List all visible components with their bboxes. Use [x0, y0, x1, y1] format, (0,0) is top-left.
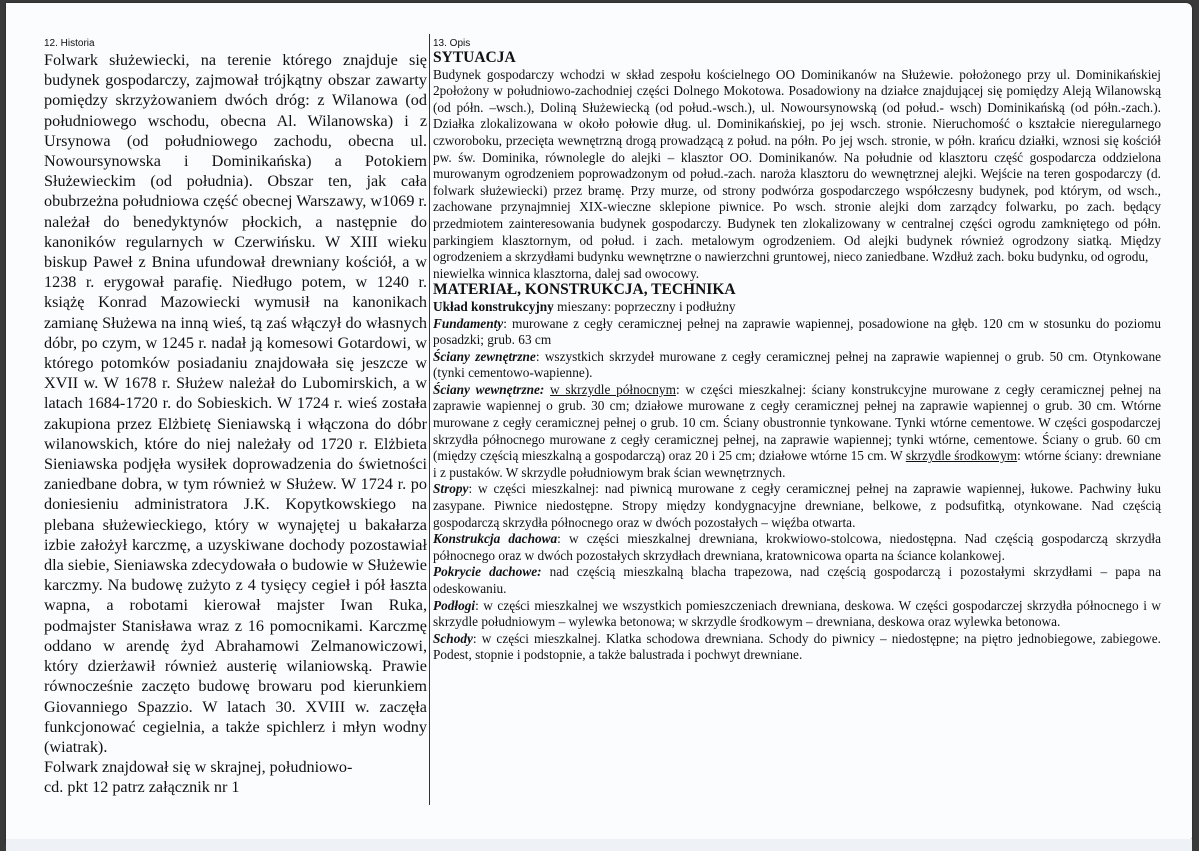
situation-last-line: niewielka winnica klasztorna, dalej sad owocowy.	[433, 265, 700, 281]
situation-text: Budynek gospodarczy wchodzi w skład zespołu kościelnego OO Dominikanów na Służewie. położonego przy ul. Dominikańskiej 2położony w południowo-zachodniej części Dolnego Mokotowa. Posadowiony na działce znajdującej się pomiędzy Aleją Wilanowską (od półn. –wsch.), Doliną Służewiecką (od połud.-wsch.), ul. Nowoursynowską (od połud.- wsch) Dominikańską (od półn.-zach.). Działka zlokalizowana w około połowie dług. ul. Dominikańskiej, po jej wsch. stronie. Nieruchomość o kształcie nieregularnego czworoboku, przecięta wewnętrzną drogą prowadzącą z połud. na półn. Po jej wsch. stronie, w półn. krańcu działki, wznosi się kościół pw. św. Dominika, równolegle do alejki – klasztor OO. Dominikanów. Na południe od klasztoru część gospodarcza oddzielona murowanym ogrodzeniem poprowadzonym od połud.-zach. naroża klasztoru do wewnętrznej alejki. Wejście na teren gospodarczy (d. folwark służewiecki) przez bramę. Przy murze, od strony podwórza gospodarczego współczesny budynek, pod którym, od wsch., zachowane przynajmniej XIX-wieczne sklepione piwnice. Po wsch. stronie alejki dom zarządcy folwarku, po zach. będący przedmiotem zainteresowania budynek gospodarczy. Budynek ten zlokalizowany w centralnej części ogrodu zamkniętego od półn. parkingiem klasztornym, od połud. i zach. metalowym ogrodzeniem. Od alejki budynek również ogrodzony siatką. Między ogrodzeniem a skrzydłami budynku wewnętrzne o nawierzchni gruntowej, nieco zaniedbane. Wzdłuż zach. boku budynku, od ogrodu,	[433, 66, 1161, 265]
history-column	[44, 38, 427, 798]
text-konstrukcja-dachowa: : w części mieszkalnej drewniana, krokwiowo-stolcowa, niedostępna. Nad częścią gospodarczą skrzydła północnego oraz w dwóch pozostałych skrzydłach drewniana, kratownicowa oparta na ściance kolankowej.	[433, 531, 1162, 563]
underlined-middle-wing: skrzydle środkowym	[905, 448, 1018, 464]
heading-material: MATERIAŁ, KONSTRUKCJA, TECHNIKA	[433, 281, 736, 299]
label-schody: Schody	[433, 630, 473, 646]
paragraph-konstrukcja-dachowa	[433, 531, 1161, 564]
paragraph-sciany-wewnetrzne	[433, 382, 1161, 482]
page-bottom-edge	[6, 839, 1192, 851]
description-body	[433, 50, 1161, 664]
text-podlogi: : w części mieszkalnej we wszystkich pomieszczeniach drewniana, deskowa. W części gospodarczej skrzydła północnego i w skrzydle południowym – wylewka betonowa; w skrzydle środkowym – drewniana, deskowa oraz wylewka betonowa.	[433, 597, 1161, 630]
paragraph-schody	[433, 631, 1161, 664]
section-label-history: 12. Historia	[44, 38, 95, 49]
text-sciany-zewnetrzne: : wszystkich skrzydeł murowane z cegły ceramicznej pełnej na zaprawie wapiennej o grub. 50 cm. Otynkowane (tynki cementowo-wapienne).	[433, 348, 1161, 381]
continuation-note: cd. pkt 12 patrz załącznik nr 1	[44, 778, 240, 797]
label-pokrycie-dachowe: Pokrycie dachowe:	[433, 564, 542, 580]
underlined-north-wing: w skrzydle północnym	[550, 381, 676, 397]
section-label-description: 13. Opis	[433, 38, 471, 49]
paragraph-fundamenty	[433, 316, 1161, 349]
paragraph-pokrycie-dachowe	[433, 564, 1161, 597]
heading-situation: SYTUACJA	[433, 49, 516, 66]
text-pokrycie-dachowe: nad częścią mieszkalną blacha trapezowa, nad częścią gospodarczą i pozostałymi skrzydłami – papa na odeskowaniu.	[433, 564, 1161, 596]
label-stropy: Stropy	[433, 481, 469, 497]
history-body	[44, 50, 427, 798]
history-last-line: Folwark znajdował się w skrajnej, południowo-	[44, 758, 353, 777]
label-fundamenty: Fundamenty	[433, 315, 504, 331]
text-schody: : w części mieszkalnej. Klatka schodowa drewniana. Schody do piwnicy – niedostępne; na piętro jednobiegowe, zabiegowe. Podest, stopnie i podstopnie, a także balustrada i pochwyt drewniane.	[433, 630, 1161, 663]
description-column	[433, 38, 1161, 664]
label-konstrukcja-dachowa: Konstrukcja dachowa	[433, 531, 558, 547]
paragraph-uklad	[433, 299, 1161, 316]
label-sciany-wewnetrzne: Ściany wewnętrzne:	[433, 381, 545, 397]
history-text: Folwark służewiecki, na terenie którego znajduje się budynek gospodarczy, zajmował trójkątny obszar zawarty pomiędzy skrzyżowaniem dwóch dróg: z Wilanowa (od południowego wschodu, obecna Al. Wilanowska) i z Ursynowa (od południowego zachodu, obecna ul. Nowoursynowska i Dominikańska) a Potokiem Służewieckim (od południa). Obszar ten, jak cała obubrzeżna południowa część obecnej Warszawy, w1069 r. należał do benedyktynów płockich, a następnie do kanoników regularnych w Czerwińsku. W XIII wieku biskup Paweł z Bnina ufundował drewniany kościół, a w 1238 r. erygował parafię. Niedługo potem, w 1240 r. książę Konrad Mazowiecki wymusił na kanonikach zamianę Służewa na inną wieś, tą zaś włączył do własnych dóbr, po czym, w 1245 r. nadał ją komesowi Gotardowi, w którego potomków posiadaniu znajdowała się jeszcze w XVII w. W 1678 r. Służew należał do Lubomirskich, a w latach 1684-1720 r. do Sobieskich. W 1724 r. wieś została zakupiona przez Elżbietę Sieniawską i włączona do dóbr wilanowskich, które do niej należały od 1720 r. Elżbieta Sieniawska podjęła wysiłek doprowadzenia do świetności zaniedbane dobra, w tym również w Służew. W 1724 r. po doniesieniu administratora J.K. Kopytkowskiego na plebana służewieckiego, który w wynajętej u bakałarza izbie założył karczmę, a uzyskiwane dochody pozostawiał dla siebie, Sieniawska zdecydowała o budowie w Służewie karczmy. Na budowę zużyto z 4 tysięcy cegieł i pół łaszta wapna, a robotami kierował majster Iwan Ruka, podmajster Stanisława wraz z 16 pomocnikami. Karczmę oddano w arendę żyd Abrahamowi Zelmanowiczowi, który dzierżawił również austerię wilaniowską. Prawie równocześnie zaczęto budowę browaru pod kierunkiem Giovanniego Spazzio. W latach 30. XVIII w. zaczęła funkcjonować cegielnia, a także spichlerz i młyn wodny (wiatrak).	[44, 51, 428, 756]
paragraph-stropy	[433, 481, 1161, 531]
column-divider	[429, 34, 430, 805]
text-uklad: mieszany: poprzeczny i podłużny	[553, 298, 736, 314]
paragraph-podlogi	[433, 598, 1161, 631]
paragraph-sciany-zewnetrzne	[433, 349, 1161, 382]
label-sciany-zewnetrzne: Ściany zewnętrzne	[433, 348, 536, 364]
label-uklad: Układ konstrukcyjny	[433, 298, 554, 314]
text-stropy: : w części mieszkalnej: nad piwnicą murowane z cegły ceramicznej pełnej na zaprawie wapiennej, łukowe. Pachwiny łuku zasypane. Piwnice niedostępne. Stropy między kondygnacyjne drewniane, belkowe, z podsufitką, otynkowane. Nad częścią gospodarczą skrzydła północnego oraz w dwóch pozostałych – więźba otwarta.	[433, 481, 1161, 530]
text-sciany-wewnetrzne-1: : w części mieszkalnej: ściany konstrukcyjne murowane z cegły ceramicznej pełnej na zaprawie wapiennej o grub. 30 cm; działowe murowane z cegły ceramicznej pełnej na zaprawie wapiennej o grub. 30 cm. Wtórne murowane z cegły ceramicznej pełnej o grub. 10 cm. Ściany obustronnie tynkowane. Tynki wtórne cementowe. W części gospodarczej skrzydła północnego murowane z cegły ceramicznej pełnej, na zaprawie wapiennej; tynki wtórne, cementowe. Ściany o grub. 60 cm (między częścią mieszkalną a gospodarczą) oraz 20 i 25 cm; działowe wtórne 15 cm. W	[433, 381, 1161, 464]
text-sciany-wewnetrzne-2: : wtórne ściany: drewniane i z pustaków. W skrzydle południowym brak ścian wewnętrznych.	[433, 448, 1161, 480]
label-podlogi: Podłogi	[433, 597, 476, 613]
text-fundamenty: : murowane z cegły ceramicznej pełnej na zaprawie wapiennej, posadowione na głęb. 120 cm w stosunku do poziomu posadzki; grub. 63 cm	[433, 315, 1161, 348]
